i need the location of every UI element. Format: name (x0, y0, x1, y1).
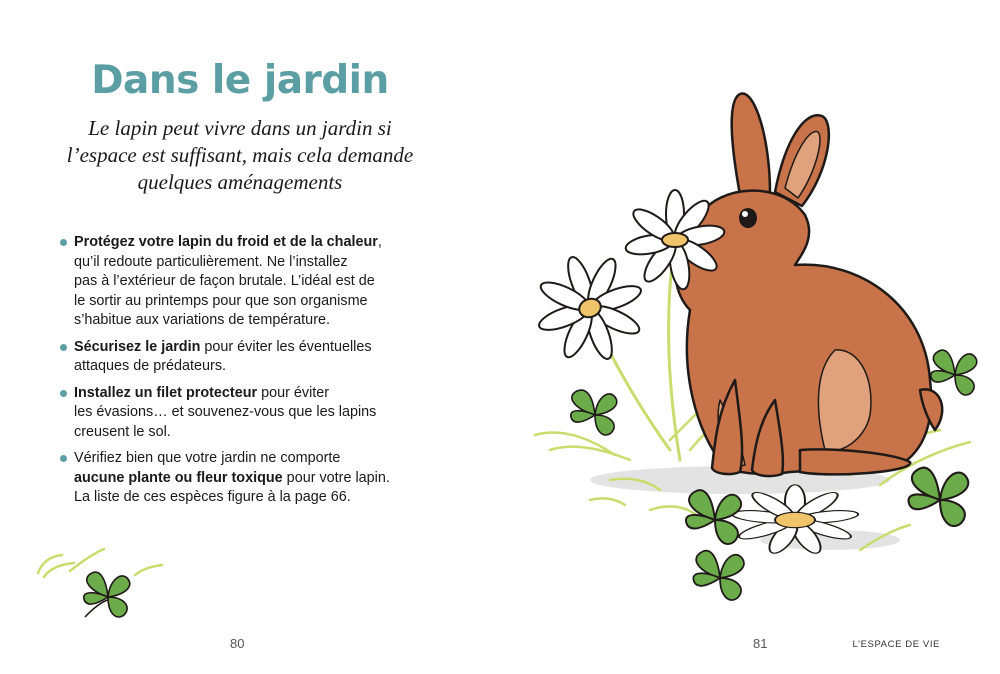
advice-list (60, 233, 420, 515)
daisy-icon (530, 239, 659, 377)
page-number: 81 (753, 636, 768, 651)
advice-line: creusent le sol. (74, 423, 171, 440)
clover-icon (30, 545, 170, 625)
clover-icon (909, 468, 969, 526)
clover-icon (693, 551, 744, 600)
advice-line: Vérifiez bien que votre jardin ne comporte (74, 450, 341, 466)
advice-line: Installez un filet protecteur pour éviter (74, 384, 330, 401)
advice-line: les évasions… et souvenez-vous que les lapins (74, 404, 377, 420)
advice-line: La liste de ces espèces figure à la page 66. (74, 489, 351, 505)
clover-icon (571, 390, 617, 435)
page-number: 80 (230, 636, 245, 651)
advice-line: aucune plante ou fleur toxique pour votre lapin. (74, 469, 390, 486)
advice-line: Sécurisez le jardin pour éviter les éventuelles (74, 338, 372, 355)
bullet-dot-icon (60, 390, 67, 397)
advice-line: pas à l’extérieur de façon brutale. L’idéal est de (74, 273, 375, 289)
advice-line: qu’il redoute particulièrement. Ne l’installez (74, 253, 348, 270)
subtitle-line: Le lapin peut vivre dans un jardin si (88, 116, 392, 140)
advice-line: le sortir au printemps pour que son organisme (74, 292, 368, 309)
clover-icon (686, 490, 741, 544)
advice-line: s’habitue aux variations de température. (74, 312, 330, 328)
advice-item (60, 384, 420, 443)
advice-item (60, 233, 420, 331)
subtitle-line: l’espace est suffisant, mais cela demande (66, 143, 414, 167)
running-head: L’ESPACE DE VIE (852, 639, 940, 650)
page-subtitle (40, 115, 440, 196)
advice-line: attaques de prédateurs. (74, 358, 227, 374)
subtitle-line: quelques aménagements (137, 170, 343, 194)
right-page (500, 0, 1000, 674)
bullet-dot-icon (60, 344, 67, 351)
advice-line: Protégez votre lapin du froid et de la chaleur, (74, 234, 382, 250)
clover-icon (931, 350, 977, 395)
advice-item (60, 449, 420, 508)
page-title: Dans le jardin (91, 58, 389, 103)
bullet-dot-icon (60, 455, 67, 462)
advice-item (60, 338, 420, 377)
rabbit-illustration (530, 80, 1000, 620)
bullet-dot-icon (60, 239, 67, 246)
